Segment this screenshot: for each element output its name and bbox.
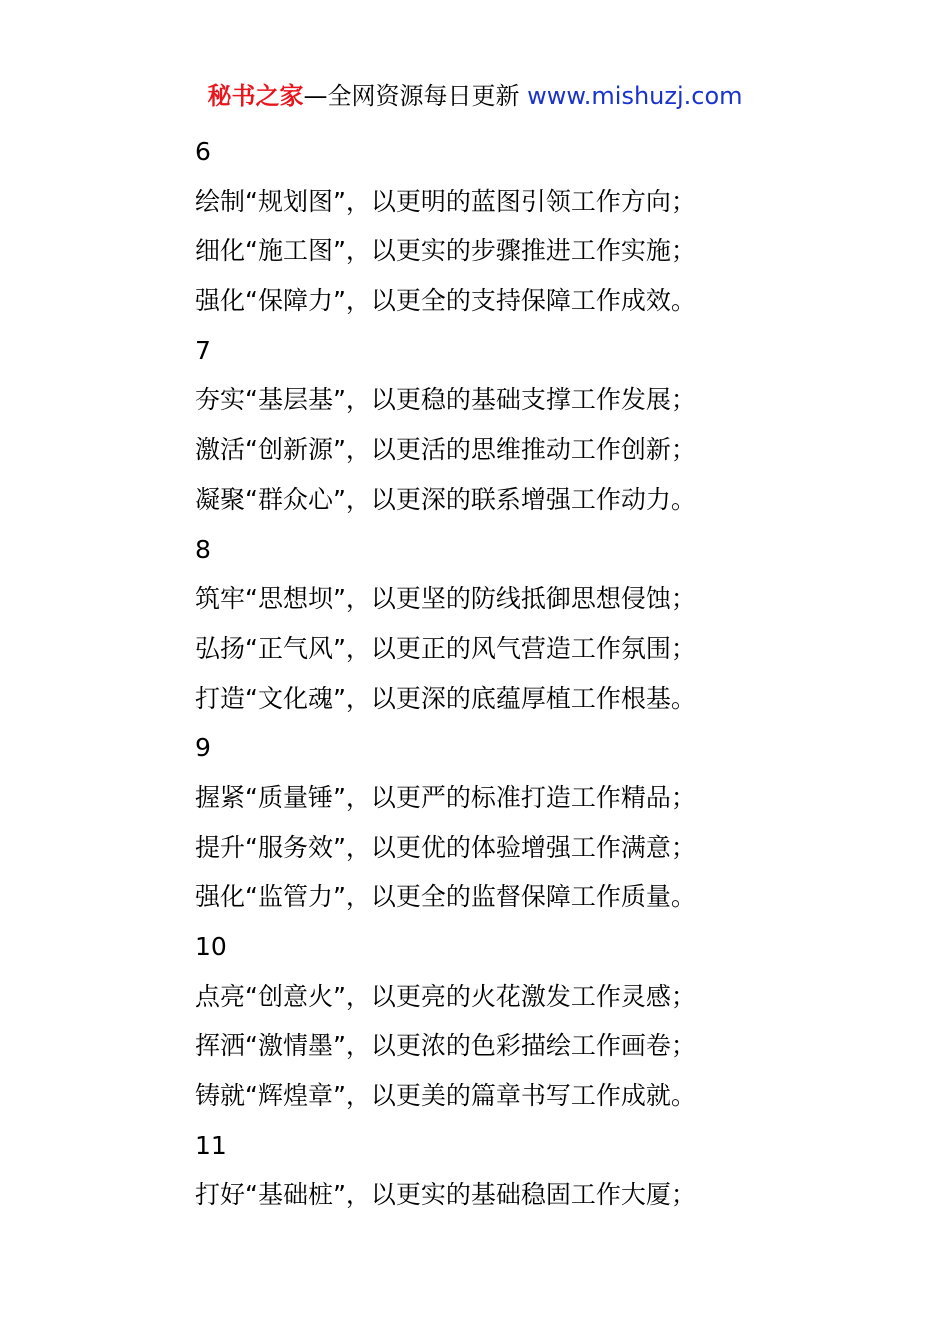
text-line: 打好“基础桩”，以更实的基础稳固工作大厦； bbox=[195, 1180, 696, 1210]
text-line: 铸就“辉煌章”，以更美的篇章书写工作成就。 bbox=[195, 1081, 696, 1111]
text-line: 绘制“规划图”，以更明的蓝图引领工作方向； bbox=[195, 186, 696, 216]
section-number: 10 bbox=[195, 932, 227, 961]
section-number: 9 bbox=[195, 733, 211, 763]
site-url-link[interactable]: www.mishuzj.com bbox=[527, 82, 743, 110]
text-line: 筑牢“思想坝”，以更坚的防线抵御思想侵蚀； bbox=[195, 584, 696, 614]
document-body bbox=[195, 127, 915, 1220]
brand-name: 秘书之家 bbox=[207, 82, 304, 110]
text-line: 弘扬“正气风”，以更正的风气营造工作氛围； bbox=[195, 633, 696, 663]
header-tagline: —全网资源每日更新 bbox=[303, 82, 520, 110]
page-header bbox=[0, 80, 950, 112]
section-number: 11 bbox=[195, 1130, 227, 1160]
text-line: 强化“监管力”，以更全的监督保障工作质量。 bbox=[195, 882, 696, 912]
section-number: 6 bbox=[195, 137, 211, 166]
text-line: 强化“保障力”，以更全的支持保障工作成效。 bbox=[195, 286, 696, 316]
text-line: 握紧“质量锤”，以更严的标准打造工作精品； bbox=[195, 782, 696, 812]
text-line: 挥洒“激情墨”，以更浓的色彩描绘工作画卷； bbox=[195, 1031, 696, 1061]
section-number: 7 bbox=[195, 335, 211, 365]
section-number: 8 bbox=[195, 534, 211, 564]
text-line: 点亮“创意火”，以更亮的火花激发工作灵感； bbox=[195, 981, 696, 1011]
text-line: 打造“文化魂”，以更深的底蕴厚植工作根基。 bbox=[195, 683, 696, 713]
text-line: 凝聚“群众心”，以更深的联系增强工作动力。 bbox=[195, 484, 696, 514]
text-line: 夯实“基层基”，以更稳的基础支撑工作发展； bbox=[195, 385, 696, 415]
text-line: 激活“创新源”，以更活的思维推动工作创新； bbox=[195, 435, 696, 465]
text-line: 细化“施工图”，以更实的步骤推进工作实施； bbox=[195, 236, 696, 266]
text-line: 提升“服务效”，以更优的体验增强工作满意； bbox=[195, 832, 696, 862]
